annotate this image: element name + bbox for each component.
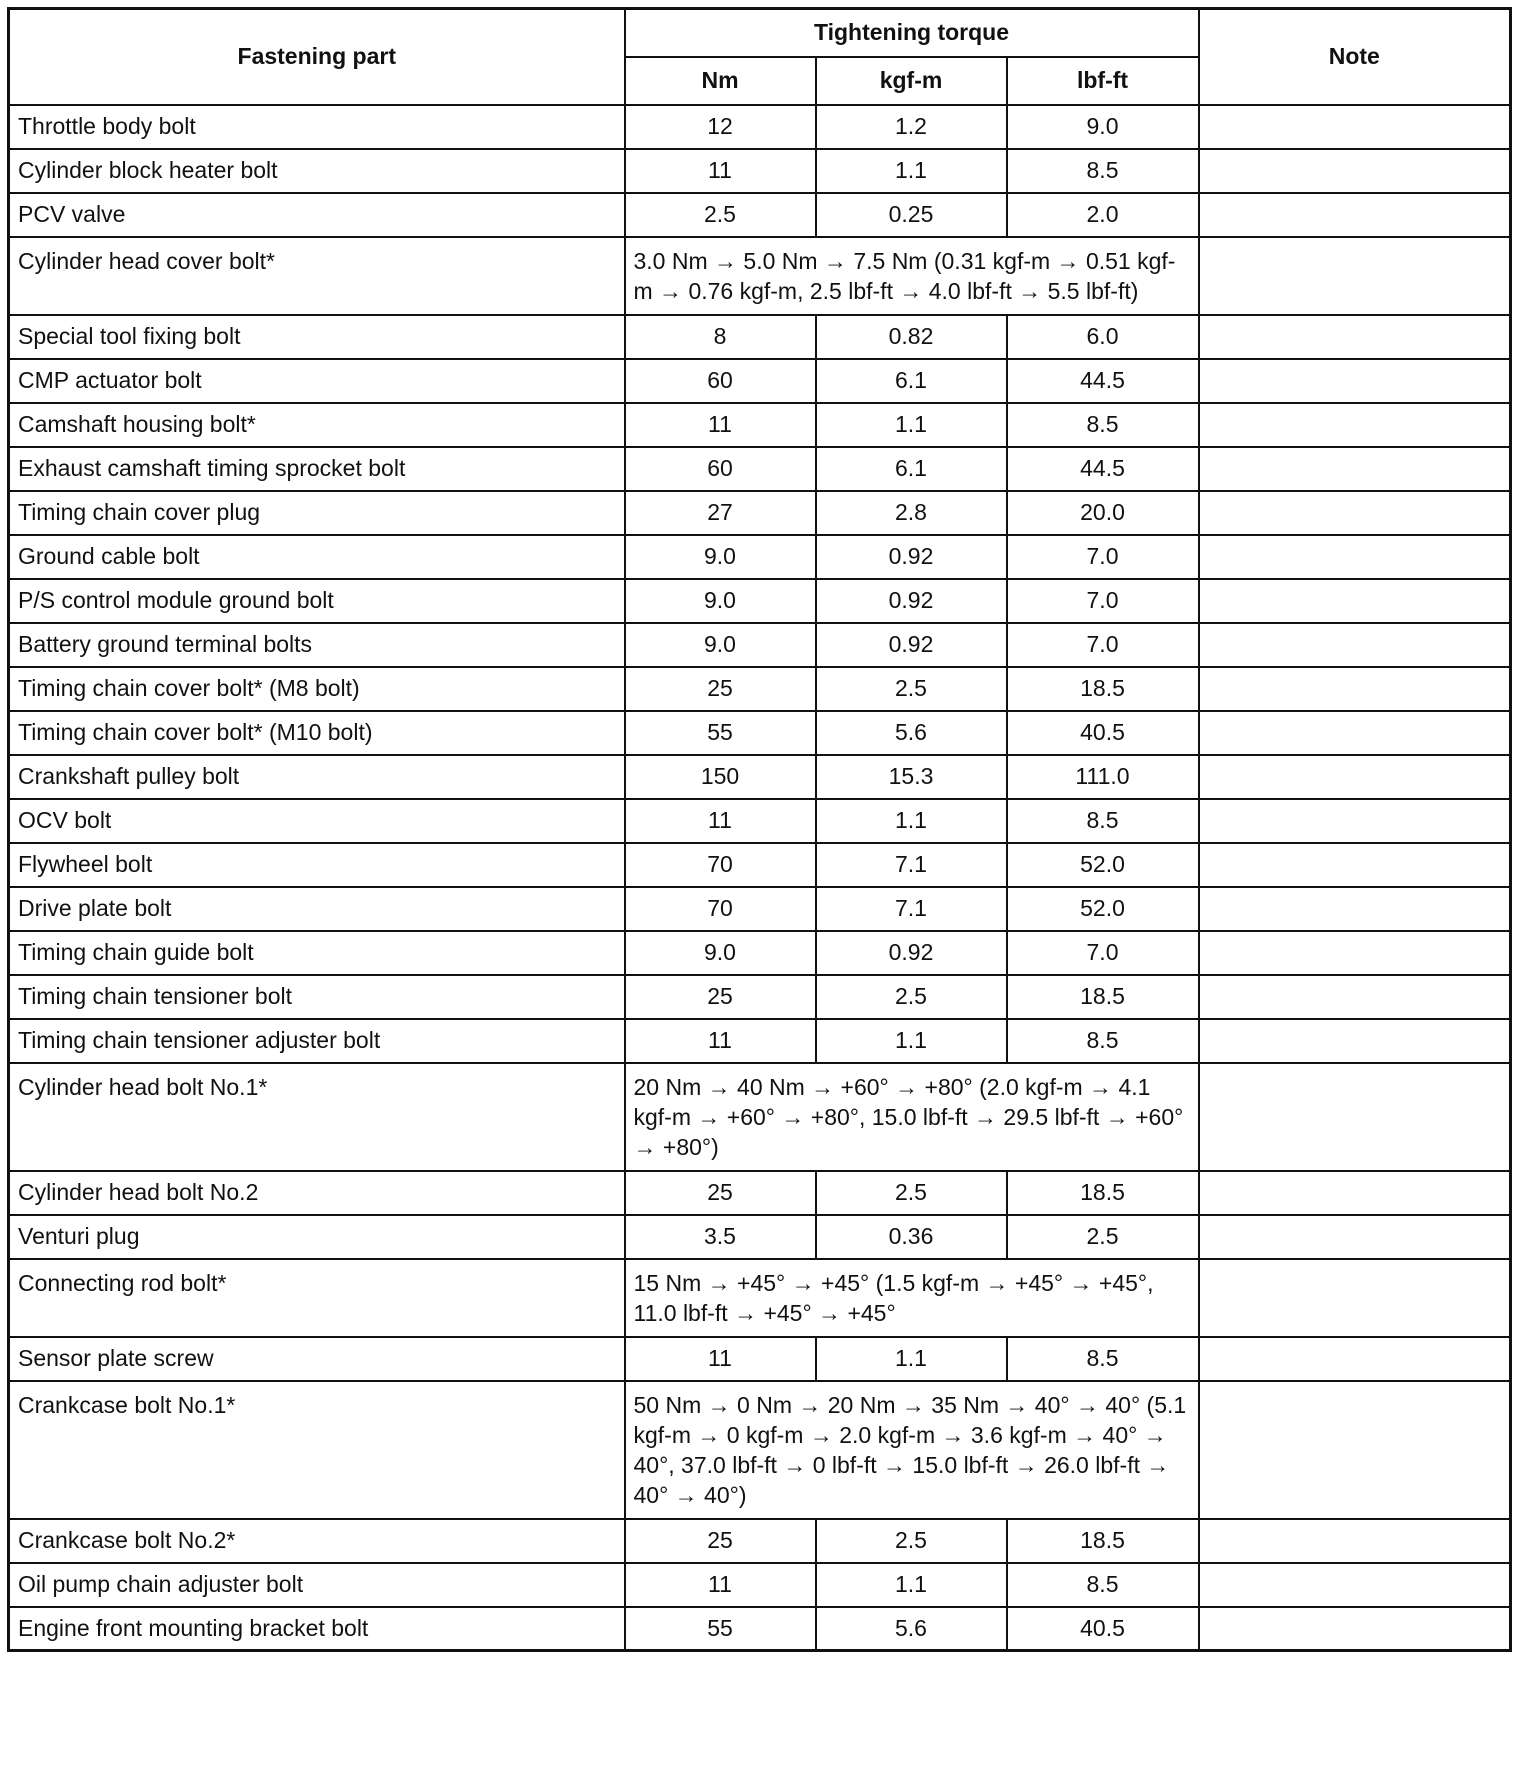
cell-kgfm: 1.1 [816, 1337, 1007, 1381]
cell-nm: 25 [625, 667, 816, 711]
table-row [9, 193, 1511, 237]
cell-lbfft: 8.5 [1007, 403, 1199, 447]
cell-torque-sequence: 50 Nm → 0 Nm → 20 Nm → 35 Nm → 40° → 40° (5.1 kgf-m → 0 kgf-m → 2.0 kgf-m → 3.6 kgf-m → 40° → 40°, 37.0 lbf-ft → 0 lbf-ft → 15.0 lbf-ft → 26.0 lbf-ft → 40° → 40°) [625, 1381, 1199, 1519]
cell-note [1199, 755, 1511, 799]
cell-nm: 11 [625, 799, 816, 843]
cell-fastening-part: Battery ground terminal bolts [9, 623, 625, 667]
cell-kgfm: 0.92 [816, 579, 1007, 623]
cell-fastening-part: Flywheel bolt [9, 843, 625, 887]
cell-kgfm: 2.5 [816, 1519, 1007, 1563]
table-row [9, 843, 1511, 887]
cell-fastening-part: Crankcase bolt No.1* [9, 1381, 625, 1519]
table-row [9, 1019, 1511, 1063]
cell-lbfft: 2.5 [1007, 1215, 1199, 1259]
cell-fastening-part: Cylinder head bolt No.2 [9, 1171, 625, 1215]
cell-lbfft: 2.0 [1007, 193, 1199, 237]
cell-fastening-part: Timing chain cover bolt* (M8 bolt) [9, 667, 625, 711]
table-row [9, 1607, 1511, 1651]
torque-table [7, 7, 1512, 1652]
cell-lbfft: 40.5 [1007, 711, 1199, 755]
cell-note [1199, 1019, 1511, 1063]
table-header [9, 9, 1511, 105]
cell-torque-sequence: 20 Nm → 40 Nm → +60° → +80° (2.0 kgf-m → 4.1 kgf-m → +60° → +80°, 15.0 lbf-ft → 29.5 lbf-ft → +60° → +80°) [625, 1063, 1199, 1171]
cell-note [1199, 149, 1511, 193]
cell-fastening-part: Crankcase bolt No.2* [9, 1519, 625, 1563]
cell-nm: 55 [625, 1607, 816, 1651]
cell-note [1199, 237, 1511, 315]
cell-note [1199, 1063, 1511, 1171]
cell-kgfm: 1.2 [816, 105, 1007, 149]
cell-lbfft: 8.5 [1007, 799, 1199, 843]
cell-fastening-part: Timing chain tensioner adjuster bolt [9, 1019, 625, 1063]
table-row [9, 1259, 1511, 1337]
cell-kgfm: 1.1 [816, 1563, 1007, 1607]
cell-lbfft: 7.0 [1007, 535, 1199, 579]
cell-note [1199, 1607, 1511, 1651]
cell-fastening-part: Drive plate bolt [9, 887, 625, 931]
cell-note [1199, 315, 1511, 359]
cell-nm: 2.5 [625, 193, 816, 237]
cell-lbfft: 7.0 [1007, 579, 1199, 623]
table-row [9, 491, 1511, 535]
cell-kgfm: 1.1 [816, 403, 1007, 447]
cell-fastening-part: Exhaust camshaft timing sprocket bolt [9, 447, 625, 491]
cell-kgfm: 2.8 [816, 491, 1007, 535]
table-row [9, 535, 1511, 579]
cell-note [1199, 579, 1511, 623]
cell-nm: 9.0 [625, 535, 816, 579]
cell-lbfft: 52.0 [1007, 843, 1199, 887]
table-row [9, 623, 1511, 667]
cell-nm: 70 [625, 887, 816, 931]
table-row [9, 403, 1511, 447]
header-note: Note [1199, 9, 1511, 105]
table-row [9, 1215, 1511, 1259]
cell-fastening-part: Cylinder block heater bolt [9, 149, 625, 193]
cell-kgfm: 0.92 [816, 931, 1007, 975]
cell-nm: 11 [625, 1019, 816, 1063]
cell-lbfft: 8.5 [1007, 1337, 1199, 1381]
cell-fastening-part: Ground cable bolt [9, 535, 625, 579]
table-row [9, 975, 1511, 1019]
cell-lbfft: 44.5 [1007, 359, 1199, 403]
cell-lbfft: 52.0 [1007, 887, 1199, 931]
cell-lbfft: 18.5 [1007, 975, 1199, 1019]
cell-kgfm: 0.25 [816, 193, 1007, 237]
cell-kgfm: 6.1 [816, 359, 1007, 403]
table-row [9, 887, 1511, 931]
cell-note [1199, 623, 1511, 667]
cell-note [1199, 1337, 1511, 1381]
table-row [9, 711, 1511, 755]
cell-lbfft: 6.0 [1007, 315, 1199, 359]
cell-note [1199, 843, 1511, 887]
cell-fastening-part: Cylinder head bolt No.1* [9, 1063, 625, 1171]
cell-fastening-part: Oil pump chain adjuster bolt [9, 1563, 625, 1607]
table-row [9, 579, 1511, 623]
cell-nm: 25 [625, 975, 816, 1019]
cell-note [1199, 447, 1511, 491]
cell-fastening-part: Camshaft housing bolt* [9, 403, 625, 447]
cell-nm: 12 [625, 105, 816, 149]
table-row [9, 315, 1511, 359]
table-row [9, 755, 1511, 799]
cell-note [1199, 1215, 1511, 1259]
cell-fastening-part: Sensor plate screw [9, 1337, 625, 1381]
cell-kgfm: 2.5 [816, 975, 1007, 1019]
cell-kgfm: 2.5 [816, 1171, 1007, 1215]
header-tightening-torque: Tightening torque [625, 9, 1199, 57]
table-row [9, 667, 1511, 711]
cell-kgfm: 0.92 [816, 535, 1007, 579]
cell-fastening-part: P/S control module ground bolt [9, 579, 625, 623]
cell-kgfm: 1.1 [816, 799, 1007, 843]
cell-fastening-part: Connecting rod bolt* [9, 1259, 625, 1337]
cell-nm: 8 [625, 315, 816, 359]
table-row [9, 237, 1511, 315]
cell-nm: 11 [625, 1563, 816, 1607]
table-body [9, 105, 1511, 1651]
cell-kgfm: 0.92 [816, 623, 1007, 667]
cell-note [1199, 887, 1511, 931]
cell-nm: 3.5 [625, 1215, 816, 1259]
cell-fastening-part: OCV bolt [9, 799, 625, 843]
cell-fastening-part: Engine front mounting bracket bolt [9, 1607, 625, 1651]
cell-fastening-part: PCV valve [9, 193, 625, 237]
cell-fastening-part: Throttle body bolt [9, 105, 625, 149]
cell-lbfft: 7.0 [1007, 623, 1199, 667]
cell-nm: 11 [625, 149, 816, 193]
cell-fastening-part: Crankshaft pulley bolt [9, 755, 625, 799]
cell-note [1199, 491, 1511, 535]
header-nm: Nm [625, 57, 816, 105]
cell-lbfft: 8.5 [1007, 149, 1199, 193]
cell-lbfft: 7.0 [1007, 931, 1199, 975]
cell-nm: 60 [625, 447, 816, 491]
cell-note [1199, 1171, 1511, 1215]
cell-note [1199, 667, 1511, 711]
table-row [9, 105, 1511, 149]
cell-kgfm: 1.1 [816, 149, 1007, 193]
cell-nm: 25 [625, 1171, 816, 1215]
cell-nm: 70 [625, 843, 816, 887]
table-row [9, 447, 1511, 491]
cell-note [1199, 1259, 1511, 1337]
cell-lbfft: 111.0 [1007, 755, 1199, 799]
table-row [9, 1519, 1511, 1563]
cell-note [1199, 359, 1511, 403]
table-row [9, 149, 1511, 193]
cell-fastening-part: Timing chain guide bolt [9, 931, 625, 975]
cell-fastening-part: Timing chain cover bolt* (M10 bolt) [9, 711, 625, 755]
cell-kgfm: 2.5 [816, 667, 1007, 711]
table-row [9, 1381, 1511, 1519]
cell-note [1199, 1381, 1511, 1519]
cell-note [1199, 1563, 1511, 1607]
cell-kgfm: 5.6 [816, 711, 1007, 755]
cell-note [1199, 535, 1511, 579]
cell-kgfm: 15.3 [816, 755, 1007, 799]
cell-nm: 150 [625, 755, 816, 799]
cell-fastening-part: Timing chain cover plug [9, 491, 625, 535]
cell-nm: 55 [625, 711, 816, 755]
cell-torque-sequence: 15 Nm → +45° → +45° (1.5 kgf-m → +45° → +45°, 11.0 lbf-ft → +45° → +45° [625, 1259, 1199, 1337]
cell-nm: 9.0 [625, 579, 816, 623]
table-row [9, 1563, 1511, 1607]
cell-note [1199, 931, 1511, 975]
cell-lbfft: 40.5 [1007, 1607, 1199, 1651]
cell-nm: 9.0 [625, 931, 816, 975]
cell-kgfm: 6.1 [816, 447, 1007, 491]
cell-nm: 9.0 [625, 623, 816, 667]
cell-kgfm: 1.1 [816, 1019, 1007, 1063]
table-row [9, 931, 1511, 975]
cell-nm: 25 [625, 1519, 816, 1563]
cell-note [1199, 193, 1511, 237]
cell-lbfft: 20.0 [1007, 491, 1199, 535]
table-row [9, 1063, 1511, 1171]
cell-note [1199, 799, 1511, 843]
header-kgfm: kgf-m [816, 57, 1007, 105]
cell-fastening-part: Cylinder head cover bolt* [9, 237, 625, 315]
cell-note [1199, 403, 1511, 447]
cell-lbfft: 9.0 [1007, 105, 1199, 149]
cell-fastening-part: Special tool fixing bolt [9, 315, 625, 359]
cell-kgfm: 7.1 [816, 843, 1007, 887]
cell-lbfft: 8.5 [1007, 1563, 1199, 1607]
cell-note [1199, 975, 1511, 1019]
cell-torque-sequence: 3.0 Nm → 5.0 Nm → 7.5 Nm (0.31 kgf-m → 0.51 kgf-m → 0.76 kgf-m, 2.5 lbf-ft → 4.0 lbf-ft → 5.5 lbf-ft) [625, 237, 1199, 315]
cell-kgfm: 0.36 [816, 1215, 1007, 1259]
header-lbfft: lbf-ft [1007, 57, 1199, 105]
cell-nm: 11 [625, 403, 816, 447]
cell-fastening-part: CMP actuator bolt [9, 359, 625, 403]
table-row [9, 1337, 1511, 1381]
cell-nm: 11 [625, 1337, 816, 1381]
cell-kgfm: 5.6 [816, 1607, 1007, 1651]
cell-note [1199, 711, 1511, 755]
cell-kgfm: 0.82 [816, 315, 1007, 359]
table-row [9, 1171, 1511, 1215]
cell-note [1199, 1519, 1511, 1563]
cell-kgfm: 7.1 [816, 887, 1007, 931]
cell-lbfft: 18.5 [1007, 1171, 1199, 1215]
cell-lbfft: 18.5 [1007, 667, 1199, 711]
cell-lbfft: 8.5 [1007, 1019, 1199, 1063]
cell-note [1199, 105, 1511, 149]
cell-fastening-part: Timing chain tensioner bolt [9, 975, 625, 1019]
table-row [9, 359, 1511, 403]
cell-lbfft: 18.5 [1007, 1519, 1199, 1563]
cell-nm: 60 [625, 359, 816, 403]
cell-nm: 27 [625, 491, 816, 535]
cell-lbfft: 44.5 [1007, 447, 1199, 491]
table-row [9, 799, 1511, 843]
cell-fastening-part: Venturi plug [9, 1215, 625, 1259]
header-fastening-part: Fastening part [9, 9, 625, 105]
